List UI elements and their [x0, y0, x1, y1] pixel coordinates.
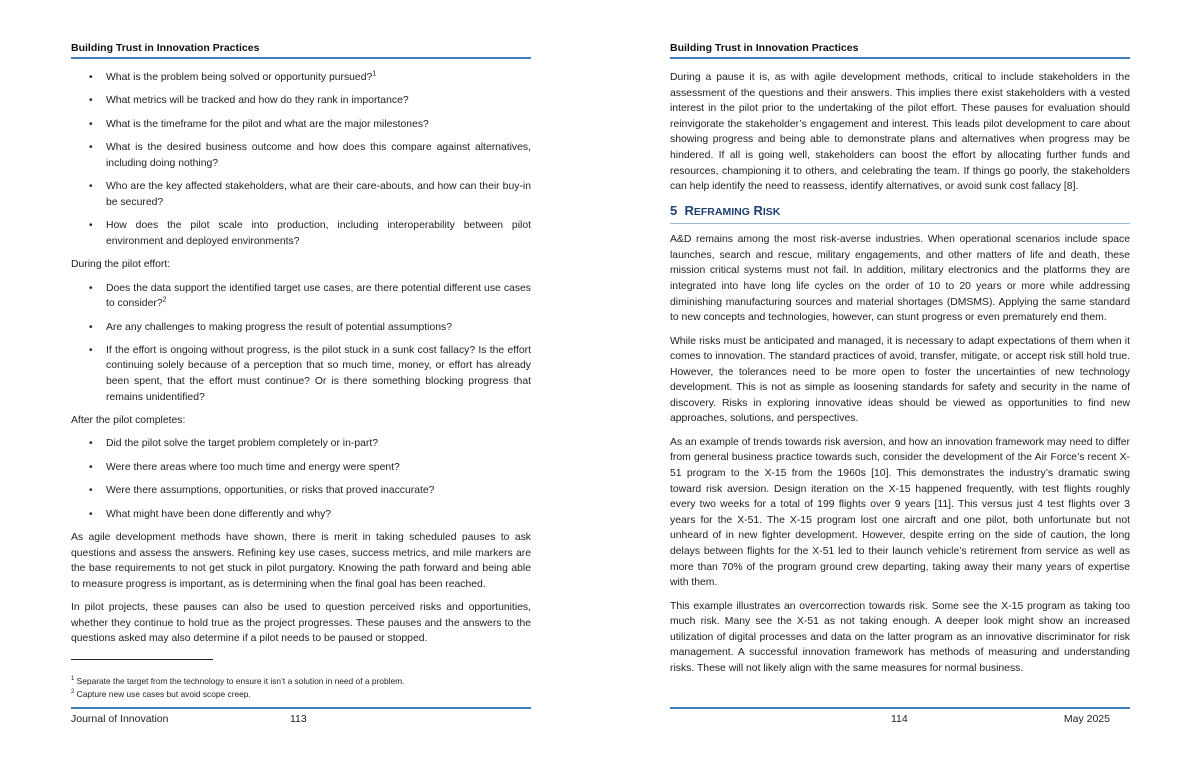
bullet-icon: •	[89, 344, 93, 356]
paragraph: In pilot projects, these pauses can also be used to question perceived risks and opportunities, whether they continue to hold true as the project progresses. These pauses and the answers to the questions asked may also determine if a pilot needs to be paused or stopped.	[71, 602, 531, 645]
paragraph: While risks must be anticipated and managed, it is necessary to adapt expectations of them when it comes to innovation. The standard practices of avoid, transfer, mitigate, or accept risk still hold true. However, the tolerances need to be more open to foster the uncertainties of new technology development. This is not as simple as loosening standards for safety and security in the name of discovery. Risks in exploring innovative ideas should be viewed as opportunities to find new approaches, solutions, and perspectives.	[670, 335, 1130, 425]
running-header: Building Trust in Innovation Practices	[71, 42, 531, 59]
list-item: • What metrics will be tracked and how do they rank in importance?	[71, 93, 531, 109]
list-item: • Who are the key affected stakeholders, what are their care-abouts, and how can their buy-in be secured?	[89, 181, 531, 208]
section-heading: 5 REFRAMING RISK	[670, 203, 1130, 225]
bullet-icon: •	[89, 181, 93, 193]
footnote-ref[interactable]: 2	[162, 296, 167, 304]
bullet-list-during	[71, 281, 531, 406]
section-number: 5	[670, 202, 678, 218]
list-item: • Did the pilot solve the target problem completely or in-part?	[71, 436, 531, 452]
during-label: During the pilot effort:	[71, 259, 171, 271]
journal-name: Journal of Innovation	[71, 713, 169, 725]
bullet-list-before	[71, 70, 531, 249]
bullet-icon: •	[89, 282, 93, 294]
after-label: After the pilot completes:	[71, 415, 186, 427]
bullet-icon: •	[89, 72, 93, 83]
paragraph: During a pause it is, as with agile development methods, critical to include stakeholders in the assessment of the questions and their answers. This implies there exist stakeholders with a vested interest in the pilot prior to the undertaking of the pilot effort. These pauses for evaluation should reinvigorate the stakeholder’s engagement and interest. This leads pilot development to care about showing progress and being able to demonstrate plans and alternatives when progress may be hindered. If all is going well, stakeholders can boost the effort by allocating further funds and resources, championing it to others, and celebrating the team. If things go poorly, the stakeholders can help identify the need to reassess, identify alternatives, or avoid sunk cost fallacy [8].	[670, 72, 1130, 193]
paragraph: As an example of trends towards risk aversion, and how an innovation framework may need to differ from general business practice towards such, consider the development of the Air Force’s recent X-51 program to the X-15 from the 1960s [10]. This demonstrates the industry’s dramatic swing toward risk aversion. Design iteration on the X-15 happened frequently, with test flights roughly every two weeks for a total of 199 flights over 9 years [11]. This versus just 4 test flights over 3 years for the X-51. The X-15 program lost one aircraft and one pilot, both unfortunate but not unheard of in new fighter development. However, despite erring on the side of caution, the long delays between flights for the X-51 led to their launch vehicle’s retirement from service as well as more than 70% of the program ground crew departing, taking away their many years of expertise with them.	[670, 436, 1130, 589]
bullet-list-after	[71, 436, 531, 522]
footnote-divider	[71, 659, 213, 660]
bullet-icon: •	[89, 95, 93, 107]
list-item: • If the effort is ongoing without progress, is the pilot stuck in a sunk cost fallacy? Is the effort continuing solely because of a perception that so much time, money, or effort has already been spent, that the effort must continue? Or is there something blocking progress that remains unidentified?	[89, 344, 531, 403]
list-item: • What is the desired business outcome and how does this compare against alternatives, including doing nothing?	[89, 142, 531, 169]
page-footer	[71, 707, 531, 729]
paragraph: This example illustrates an overcorrection towards risk. Some see the X-15 program as taking too much risk. Many see the X-51 as not taking enough. A deeper look might show an increased utilization of digital processes and data on the latter program as an innovative discriminator for risk management. A successful innovation framework has methods of measuring and understanding risks. These will not likely align with the same measures for normal business.	[670, 600, 1130, 674]
bullet-icon: •	[89, 118, 93, 130]
bullet-icon: •	[89, 220, 93, 232]
list-item: • Are any challenges to making progress the result of potential assumptions?	[71, 320, 531, 336]
list-item: • Were there assumptions, opportunities, or risks that proved inaccurate?	[71, 483, 531, 499]
running-header: Building Trust in Innovation Practices	[670, 42, 1130, 59]
footnote: $^2$ Capture new use cases but avoid scope creep.	[71, 688, 251, 699]
issue-date: May 2025	[1063, 713, 1110, 725]
left-body	[71, 70, 531, 655]
paragraph: A&D remains among the most risk-averse industries. When operational scenarios include space launches, search and rescue, military engagements, and other matters of life and death, these mission critical systems must not fail. In addition, military electronics and the platforms they are integrated into have long life cycles on the order of 10 to 20 years or more while addressing diminishing manufacturing sources and material shortages (DMSMS). Applying the same standard to new concepts and technologies, however, can stunt progress or even prematurely end them.	[670, 234, 1130, 324]
footnotes	[71, 659, 531, 700]
list-item: • How does the pilot scale into production, including interoperability between pilot environment and deployed environments?	[89, 220, 531, 247]
page-footer	[670, 707, 1130, 729]
footnote-ref[interactable]: 1	[372, 70, 377, 78]
left-page	[71, 0, 531, 776]
bullet-icon: •	[89, 321, 93, 333]
page-number: 113	[290, 713, 307, 725]
list-item: • What might have been done differently and why?	[71, 507, 531, 523]
list-item: • What is the problem being solved or opportunity pursued?$^1$	[71, 70, 531, 86]
bullet-icon: •	[89, 485, 93, 497]
footnote: $^1$ Separate the target from the technology to ensure it isn’t a solution in need of a problem.	[71, 676, 405, 686]
list-item: • Were there areas where too much time and energy were spent?	[71, 460, 531, 476]
right-body	[670, 70, 1130, 684]
page-number: 114	[891, 713, 908, 725]
right-page	[670, 0, 1130, 776]
list-item: • What is the timeframe for the pilot and what are the major milestones?	[71, 117, 531, 133]
bullet-icon: •	[89, 461, 93, 473]
paragraph: As agile development methods have shown, there is merit in taking scheduled pauses to ask questions and assess the answers. Refining key use cases, success metrics, and mile markers are the base requirements to not get stuck in pilot purgatory. Knowing the path forward and being able to measure progress is important, as is determining when the final goal has been reached.	[71, 532, 531, 590]
bullet-icon: •	[89, 508, 93, 520]
list-item: • Does the data support the identified target use cases, are there potential different use cases to consider?$^2$	[89, 282, 531, 310]
bullet-icon: •	[89, 142, 93, 154]
bullet-icon: •	[89, 438, 93, 450]
